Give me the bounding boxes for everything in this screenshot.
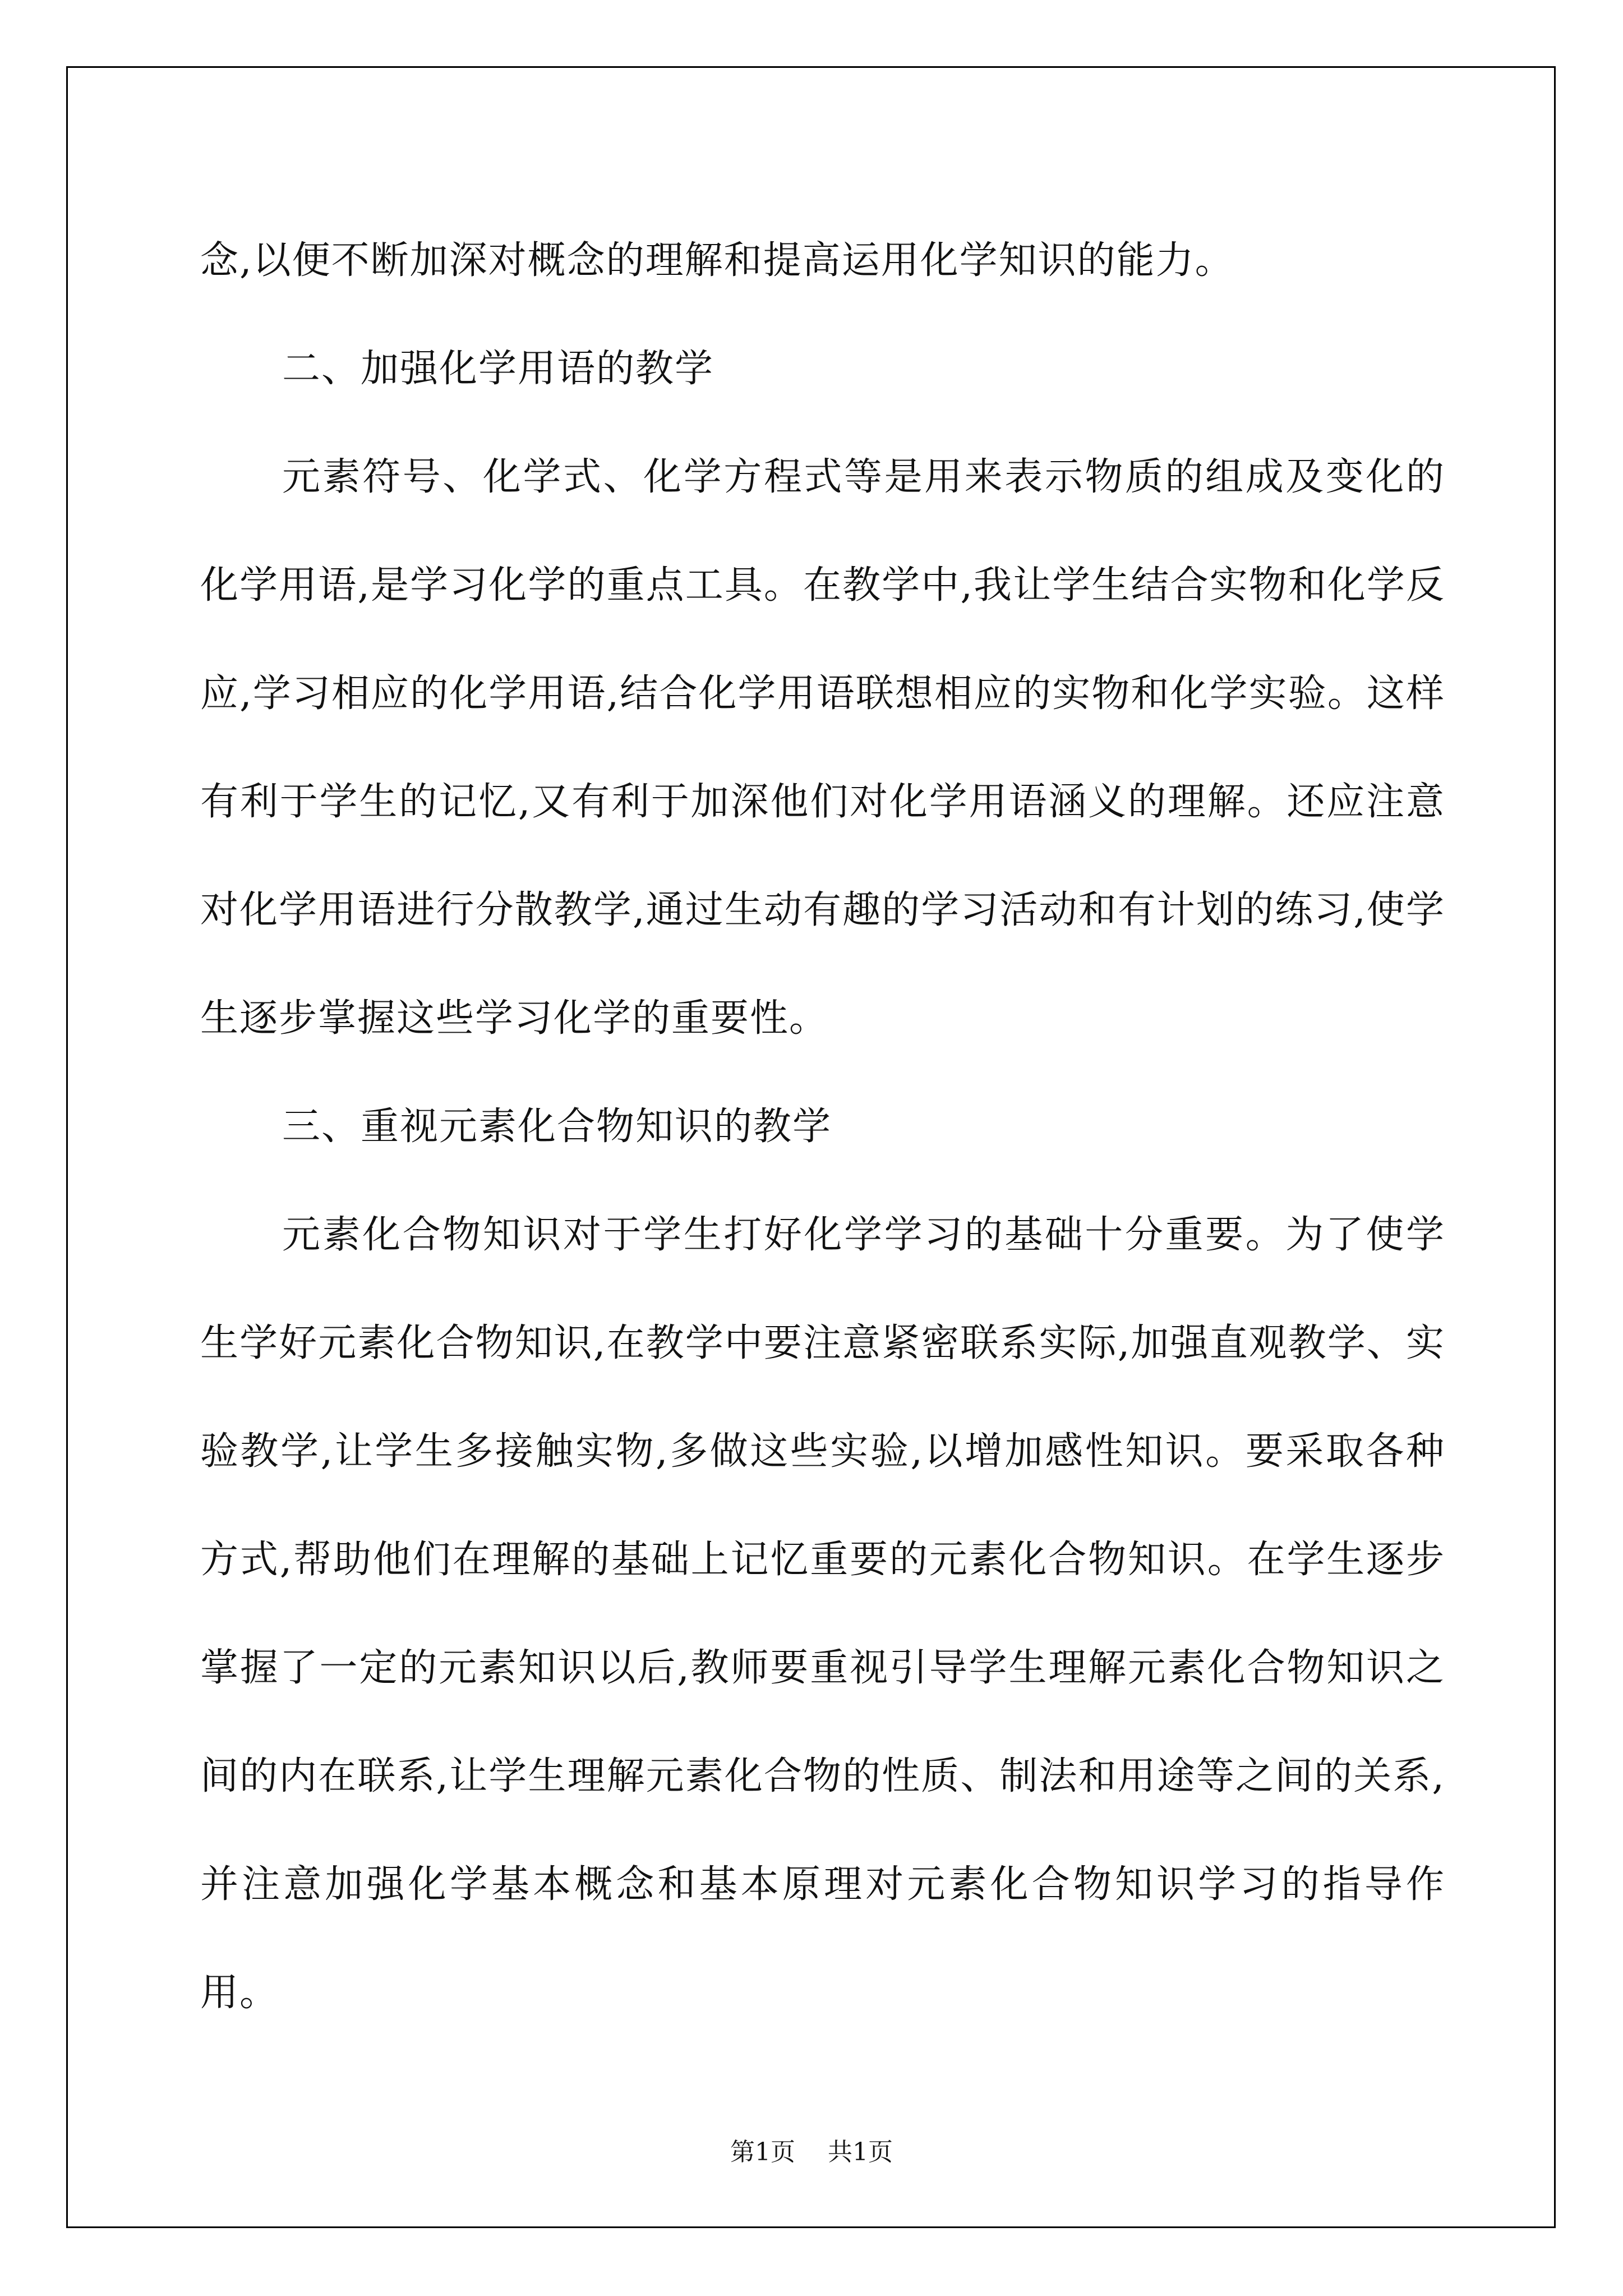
document-body: [200, 206, 1445, 2047]
page-footer: [0, 2132, 1623, 2168]
paragraph-element-compounds: 元素化合物知识对于学生打好化学学习的基础十分重要。为了使学生学好元素化合物知识,在教学中要注意紧密联系实际,加强直观教学、实验教学,让学生多接触实物,多做这些实验,以增加感性知识。要采取各种方式,帮助他们在理解的基础上记忆重要的元素化合物知识。在学生逐步掌握了一定的元素知识以后,教师要重视引导学生理解元素化合物知识之间的内在联系,让学生理解元素化合物的性质、制法和用途等之间的关系,并注意加强化学基本概念和基本原理对元素化合物知识学习的指导作用。: [200, 1213, 1445, 2015]
page-number: 第1页: [730, 2138, 795, 2166]
section-heading-2: 二、加强化学用语的教学: [282, 347, 714, 391]
paragraph-continuation: 念,以便不断加深对概念的理解和提高运用化学知识的能力。: [200, 238, 1234, 283]
paragraph-chemical-terms: 元素符号、化学式、化学方程式等是用来表示物质的组成及变化的化学用语,是学习化学的重点工具。在教学中,我让学生结合实物和化学反应,学习相应的化学用语,结合化学用语联想相应的实物和化学实验。这样有利于学生的记忆,又有利于加深他们对化学用语涵义的理解。还应注意对化学用语进行分散教学,通过生动有趣的学习活动和有计划的练习,使学生逐步掌握这些学习化学的重要性。: [200, 455, 1445, 1041]
section-heading-3: 三、重视元素化合物知识的教学: [282, 1105, 832, 1149]
page-total: 共1页: [828, 2138, 893, 2166]
